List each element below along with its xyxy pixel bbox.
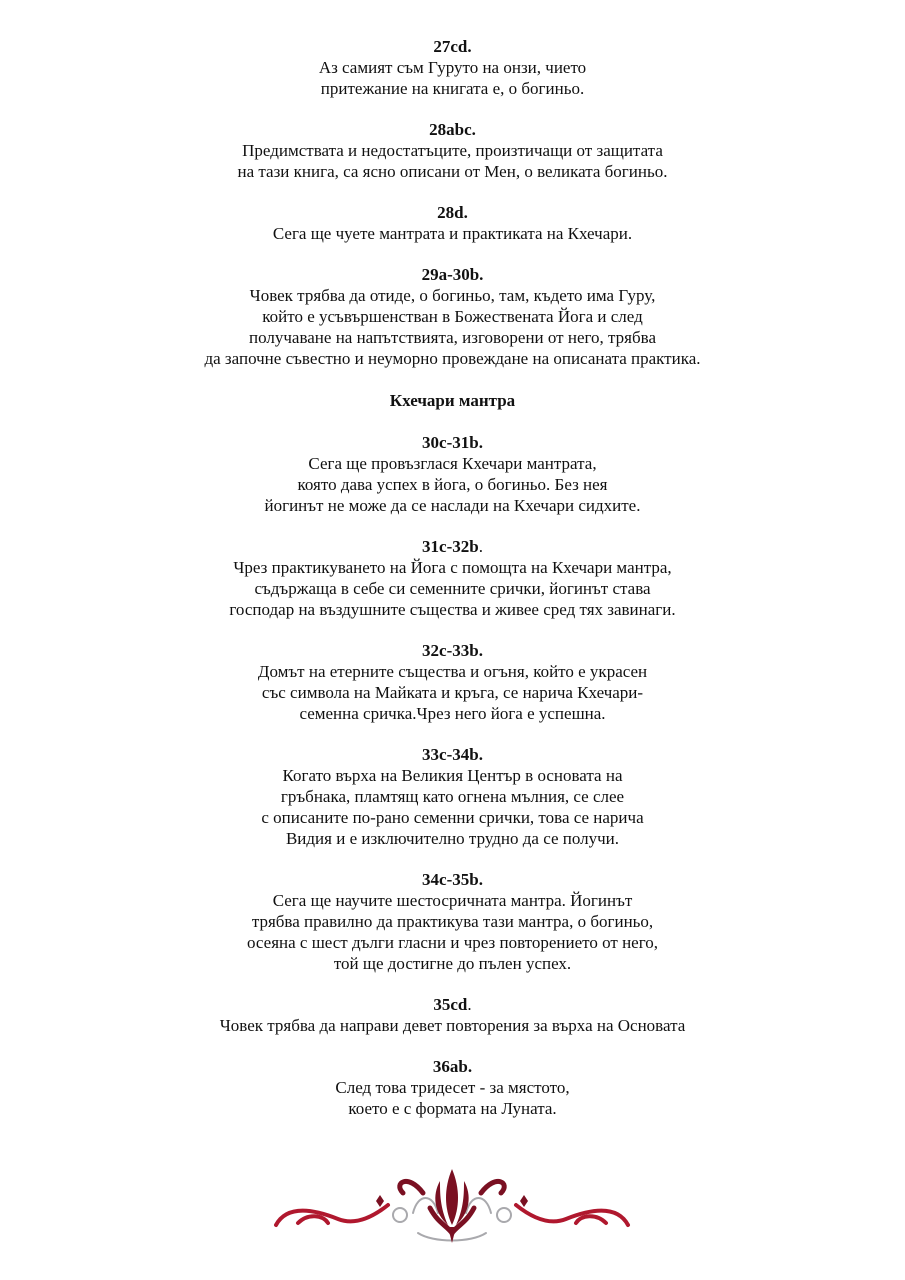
verse-block — [0, 36, 905, 99]
verse-ref-number: 30c-31b. — [422, 433, 483, 452]
verse-block — [0, 1056, 905, 1119]
verse-line: семенна сричка.Чрез него йога е успешна. — [299, 704, 606, 723]
verse-line: Чрез практикуването на Йога с помощта на Кхечари мантра, — [233, 558, 672, 577]
verse-line: той ще достигне до пълен успех. — [333, 954, 572, 973]
verse-ref-number: 34c-35b. — [422, 870, 483, 889]
verse-line: с описаните по-рано семенни срички, това се нарича — [261, 808, 644, 827]
verse-line: Човек трябва да направи девет повторения за върха на Основата — [219, 1016, 686, 1035]
verse-line: трябва правилно да практикува тази мантра, о богиньо, — [251, 912, 654, 931]
verse-reference — [0, 1056, 905, 1077]
verse-block — [0, 202, 905, 244]
verse-line: да започне съвестно и неуморно провеждане на описаната практика. — [204, 349, 701, 368]
verse-reference — [0, 744, 905, 765]
verse-line: Видия и е изключително трудно да се получи. — [285, 829, 620, 848]
verse-line: който е усъвършенстван в Божествената Йога и след — [262, 307, 643, 326]
verse-line: съдържаща в себе си семенните срички, йогинът става — [254, 579, 651, 598]
verse-reference — [0, 432, 905, 453]
verses-top — [0, 36, 905, 369]
verse-line: Сега ще научите шестосричната мантра. Йогинът — [272, 891, 633, 910]
verse-line: Сега ще провъзглася Кхечари мантрата, — [308, 454, 597, 473]
verse-line: Сега ще чуете мантрата и практиката на Кхечари. — [272, 224, 633, 243]
verse-reference — [0, 264, 905, 285]
verse-line: Когато върха на Великия Център в основата на — [282, 766, 623, 785]
verse-reference — [0, 119, 905, 140]
verse-ref-suffix: . — [478, 537, 483, 556]
verse-line: притежание на книгата е, о богиньо. — [320, 79, 585, 98]
verse-block — [0, 994, 905, 1036]
verse-line: получаване на напътствията, изговорени от него, трябва — [249, 328, 656, 347]
verse-ref-number: 28abc. — [429, 120, 476, 139]
verse-ref-number: 32c-33b. — [422, 641, 483, 660]
verse-block — [0, 264, 905, 369]
verse-line: Човек трябва да отиде, о богиньо, там, където има Гуру, — [249, 286, 656, 305]
verse-ref-number: 36ab. — [432, 1057, 473, 1076]
verse-reference — [0, 994, 905, 1015]
verse-block — [0, 869, 905, 974]
verse-reference — [0, 869, 905, 890]
verse-block — [0, 119, 905, 182]
document-page — [0, 36, 905, 1139]
verse-line: на тази книга, са ясно описани от Мен, о великата богиньо. — [237, 162, 668, 181]
verse-line: със символа на Майката и кръга, се нарича Кхечари- — [261, 683, 644, 702]
verse-ref-number: 31c-32b — [422, 537, 479, 556]
verse-line: господар на въздушните същества и живее сред тях завинаги. — [229, 600, 676, 619]
verse-ref-suffix: . — [467, 995, 472, 1014]
verse-reference — [0, 36, 905, 57]
verse-line: Предимствата и недостатъците, произтичащи от защитата — [242, 141, 663, 160]
verse-ref-number: 33c-34b. — [422, 745, 483, 764]
verse-ref-number: 27cd. — [433, 37, 472, 56]
section-title: Кхечари мантра — [389, 391, 516, 410]
verse-line: гръбнака, пламтящ като огнена мълния, се слее — [280, 787, 625, 806]
verse-line: осеяна с шест дълги гласни и чрез повторението от него, — [246, 933, 659, 952]
verse-reference — [0, 640, 905, 661]
verse-line: което е с формата на Луната. — [348, 1099, 557, 1118]
verse-block — [0, 432, 905, 516]
verse-reference — [0, 536, 905, 557]
verses-bottom — [0, 432, 905, 1119]
ornament-flourish-icon — [268, 1163, 636, 1247]
verse-ref-number: 29a-30b. — [421, 265, 484, 284]
verse-reference — [0, 202, 905, 223]
verse-line: Домът на етерните същества и огъня, който е украсен — [257, 662, 648, 681]
verse-line: Аз самият съм Гуруто на онзи, чието — [318, 58, 587, 77]
verse-line: която дава успех в йога, о богиньо. Без нея — [297, 475, 608, 494]
verse-ref-number: 28d. — [437, 203, 468, 222]
verse-block — [0, 744, 905, 849]
verse-block — [0, 536, 905, 620]
verse-line: йогинът не може да се наслади на Кхечари сидхите. — [264, 496, 641, 515]
verse-line: След това тридесет - за мястото, — [335, 1078, 570, 1097]
verse-ref-number: 35cd — [433, 995, 468, 1014]
verse-block — [0, 640, 905, 724]
